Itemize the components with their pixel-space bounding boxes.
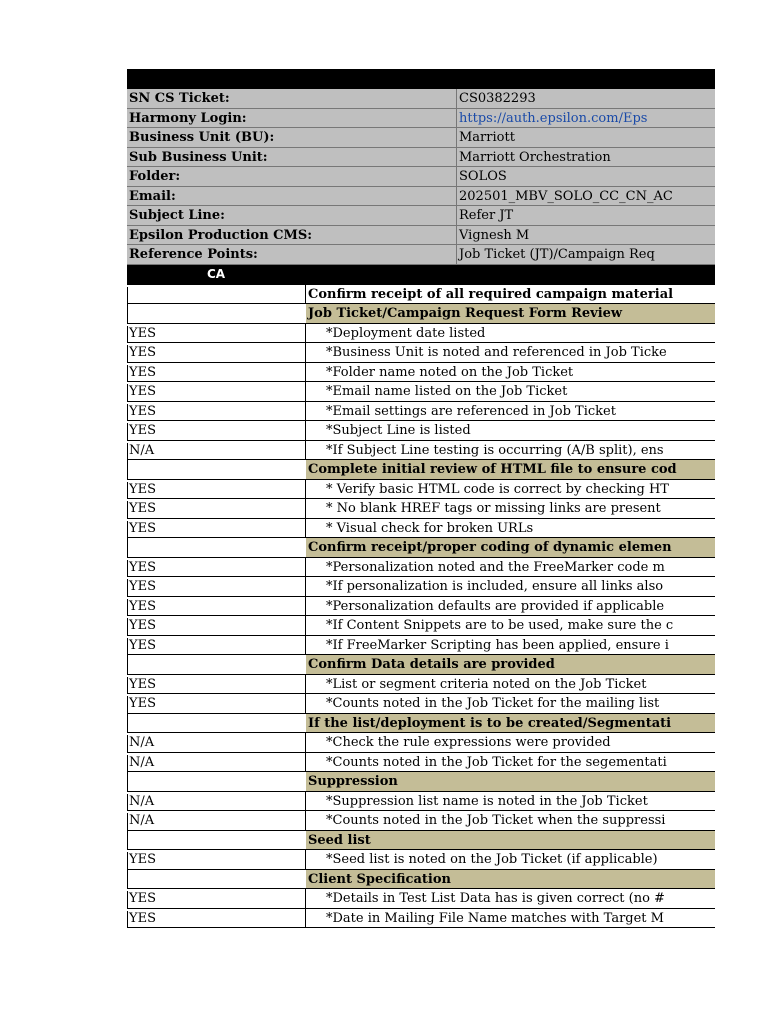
column-divider <box>305 577 306 597</box>
status-cell: YES <box>127 404 307 421</box>
checklist-item <box>127 480 715 500</box>
column-divider <box>456 89 457 108</box>
status-cell: YES <box>127 618 307 635</box>
item-text: *Details in Test List Data has is given correct (no # <box>326 891 665 906</box>
status-cell <box>127 772 306 791</box>
column-divider <box>305 285 306 305</box>
column-divider <box>305 324 306 344</box>
column-divider <box>305 909 306 929</box>
status-cell: YES <box>127 638 307 655</box>
info-value: Marriott <box>459 130 515 145</box>
column-divider <box>305 694 306 714</box>
status-cell <box>127 870 306 889</box>
checklist-item-text <box>308 365 650 380</box>
checklist-item-text <box>308 735 650 750</box>
status-cell: YES <box>127 560 307 577</box>
checklist-item <box>127 343 715 363</box>
info-row <box>127 187 715 207</box>
info-row <box>127 148 715 168</box>
column-divider <box>305 792 306 812</box>
checklist-item <box>127 753 715 773</box>
column-divider <box>456 245 457 264</box>
checklist-section-header <box>127 870 715 890</box>
status-cell: N/A <box>127 443 307 460</box>
info-row <box>127 167 715 187</box>
checklist-item-text <box>308 813 666 828</box>
status-cell: N/A <box>127 794 307 811</box>
column-divider <box>305 499 306 519</box>
checklist-item-text <box>308 326 650 341</box>
checklist-item <box>127 382 715 402</box>
info-label: Business Unit (BU): <box>129 130 275 145</box>
checklist-item-text <box>308 891 665 906</box>
item-text: *If Subject Line testing is occurring (A/B split), ens <box>326 442 664 458</box>
column-divider <box>305 519 306 539</box>
status-cell: YES <box>127 423 307 440</box>
item-text: *Folder name noted on the Job Ticket <box>326 364 574 380</box>
column-divider <box>456 167 457 186</box>
column-divider <box>305 675 306 695</box>
checklist-item <box>127 889 715 909</box>
column-divider <box>305 441 306 461</box>
column-divider <box>305 811 306 831</box>
item-text: *Seed list is noted on the Job Ticket (if applicable) <box>326 852 658 867</box>
checklist-item <box>127 441 715 461</box>
checklist-section-header <box>127 304 715 324</box>
info-label: Sub Business Unit: <box>129 149 268 165</box>
checklist-item-text <box>308 598 665 614</box>
checklist-item-text <box>308 423 650 438</box>
checklist-item <box>127 519 715 539</box>
section-title: Job Ticket/Campaign Request Form Review <box>308 306 623 321</box>
checklist-item <box>127 909 715 929</box>
checklist-item <box>127 285 715 305</box>
checklist-item <box>127 616 715 636</box>
status-cell: YES <box>127 891 307 908</box>
checklist-intro: Confirm receipt of all required campaign material <box>308 286 674 302</box>
status-cell <box>127 287 307 304</box>
column-divider <box>305 753 306 773</box>
item-text: *Deployment date listed <box>326 325 486 341</box>
column-divider <box>305 421 306 441</box>
checklist-item-text <box>308 677 650 692</box>
checklist-item-text <box>308 618 674 633</box>
campaign-info-table <box>127 89 715 265</box>
item-text: *List or segment criteria noted on the Job Ticket <box>326 676 647 692</box>
checklist-item <box>127 694 715 714</box>
section-title: Confirm receipt/proper coding of dynamic elemen <box>308 540 672 555</box>
checklist-item <box>127 402 715 422</box>
column-divider <box>456 187 457 206</box>
item-text: *If FreeMarker Scripting has been applied, ensure i <box>326 637 669 653</box>
checklist-item <box>127 421 715 441</box>
checklist-item <box>127 811 715 831</box>
info-value: 202501_MBV_SOLO_CC_CN_AC <box>459 188 673 204</box>
checklist-item <box>127 558 715 578</box>
ca-label: CA <box>207 266 226 281</box>
status-cell: N/A <box>127 755 307 772</box>
status-cell: YES <box>127 384 307 401</box>
status-cell: YES <box>127 579 307 596</box>
checklist-item-text <box>308 345 667 360</box>
checklist-item <box>127 597 715 617</box>
item-text: *Check the rule expressions were provided <box>326 735 611 750</box>
item-text: *Counts noted in the Job Ticket for the segementati <box>326 754 667 770</box>
item-text: *If Content Snippets are to be used, make sure the c <box>326 618 674 633</box>
checklist-item-text <box>308 404 650 419</box>
checklist-item <box>127 792 715 812</box>
item-text: *Date in Mailing File Name matches with Target M <box>326 910 664 926</box>
checklist-item-text <box>308 384 650 399</box>
item-text: * Visual check for broken URLs <box>326 520 534 536</box>
status-cell <box>127 460 306 479</box>
info-row <box>127 226 715 246</box>
item-text: *Counts noted in the Job Ticket when the suppressi <box>326 813 666 828</box>
status-cell <box>127 538 306 557</box>
status-cell: N/A <box>127 813 307 830</box>
info-label: Subject Line: <box>129 208 225 223</box>
status-cell <box>127 304 306 323</box>
info-value: Vignesh M <box>459 227 530 243</box>
info-label: Email: <box>129 188 176 204</box>
harmony-login-link[interactable]: https://auth.epsilon.com/Eps <box>459 110 648 126</box>
checklist-section-header <box>127 831 715 851</box>
section-title: Client Specification <box>308 871 451 887</box>
checklist-item <box>127 363 715 383</box>
column-divider <box>305 363 306 383</box>
section-title: Complete initial review of HTML file to ensure cod <box>308 462 677 477</box>
checklist-item-text <box>308 794 650 809</box>
status-cell <box>127 831 306 850</box>
checklist-section-header <box>127 714 715 734</box>
info-value: Job Ticket (JT)/Campaign Req <box>459 247 655 262</box>
info-row <box>127 206 715 226</box>
info-label: Harmony Login: <box>129 110 247 126</box>
item-text: *Suppression list name is noted in the Job Ticket <box>326 793 648 809</box>
section-title: Suppression <box>308 774 398 789</box>
section-title: If the list/deployment is to be created/Segmentati <box>308 715 672 731</box>
checklist-item <box>127 324 715 344</box>
checklist-item <box>127 850 715 870</box>
checklist-section-header <box>127 538 715 558</box>
column-divider <box>305 889 306 909</box>
column-divider <box>305 558 306 578</box>
info-value: CS0382293 <box>459 91 536 106</box>
info-row <box>127 109 715 129</box>
status-cell <box>127 714 306 733</box>
info-label: Reference Points: <box>129 247 258 262</box>
info-value: SOLOS <box>459 169 507 184</box>
info-label: Folder: <box>129 169 181 184</box>
status-cell: YES <box>127 365 307 382</box>
item-text: *Counts noted in the Job Ticket for the mailing list <box>326 696 660 711</box>
checklist-item-text <box>308 696 660 711</box>
checklist-item-text <box>308 579 664 594</box>
item-text: *Subject Line is listed <box>326 423 471 438</box>
checklist-item <box>127 636 715 656</box>
header-bar <box>127 69 715 89</box>
checklist-item-text <box>308 481 669 497</box>
column-divider <box>456 226 457 245</box>
item-text: *Email settings are referenced in Job Ticket <box>326 403 616 419</box>
checklist-item-text <box>308 637 669 653</box>
item-text: * Verify basic HTML code is correct by checking HT <box>326 481 669 497</box>
checklist-section-header <box>127 655 715 675</box>
status-cell: YES <box>127 482 307 499</box>
column-divider <box>305 343 306 363</box>
ca-header <box>127 265 715 285</box>
status-cell: YES <box>127 911 307 928</box>
status-cell: YES <box>127 852 307 869</box>
checklist-section-header <box>127 772 715 792</box>
column-divider <box>305 382 306 402</box>
column-divider <box>305 480 306 500</box>
column-divider <box>456 206 457 225</box>
column-divider <box>305 850 306 870</box>
checklist-item-text <box>308 910 664 926</box>
info-row <box>127 128 715 148</box>
info-label: Epsilon Production CMS: <box>129 227 313 243</box>
column-divider <box>305 733 306 753</box>
column-divider <box>456 128 457 147</box>
status-cell: YES <box>127 345 307 362</box>
item-text: * No blank HREF tags or missing links are present <box>326 501 661 516</box>
status-cell: YES <box>127 501 307 518</box>
section-title: Confirm Data details are provided <box>308 657 555 672</box>
status-cell: N/A <box>127 735 307 752</box>
item-text: *Personalization noted and the FreeMarker code m <box>326 559 665 575</box>
info-value: Marriott Orchestration <box>459 149 611 165</box>
info-row <box>127 245 715 265</box>
checklist-table <box>127 285 715 929</box>
checklist-section-header <box>127 460 715 480</box>
section-title: Seed list <box>308 832 371 848</box>
item-text: *Email name listed on the Job Ticket <box>326 384 568 399</box>
checklist-item-text <box>308 754 667 770</box>
checklist-item-text <box>308 442 664 458</box>
column-divider <box>305 597 306 617</box>
status-cell: YES <box>127 326 307 343</box>
status-cell: YES <box>127 696 307 713</box>
column-divider <box>456 148 457 167</box>
checklist-item-text <box>308 521 650 536</box>
column-divider <box>305 402 306 422</box>
checklist-sheet <box>127 69 715 928</box>
item-text: *Business Unit is noted and referenced in Job Ticke <box>326 345 667 360</box>
checklist-item <box>127 733 715 753</box>
checklist-item-text <box>308 852 658 867</box>
item-text: *Personalization defaults are provided if applicable <box>326 598 665 614</box>
info-row <box>127 89 715 109</box>
status-cell: YES <box>127 599 307 616</box>
checklist-item-text <box>308 501 661 516</box>
checklist-item-text <box>308 559 665 575</box>
column-divider <box>305 636 306 656</box>
info-value: Refer JT <box>459 208 514 223</box>
item-text: *If personalization is included, ensure all links also <box>326 579 664 594</box>
column-divider <box>456 109 457 128</box>
info-label: SN CS Ticket: <box>129 91 230 106</box>
status-cell <box>127 655 306 674</box>
checklist-item <box>127 675 715 695</box>
status-cell: YES <box>127 521 307 538</box>
checklist-item <box>127 577 715 597</box>
column-divider <box>305 616 306 636</box>
status-cell: YES <box>127 677 307 694</box>
checklist-item <box>127 499 715 519</box>
